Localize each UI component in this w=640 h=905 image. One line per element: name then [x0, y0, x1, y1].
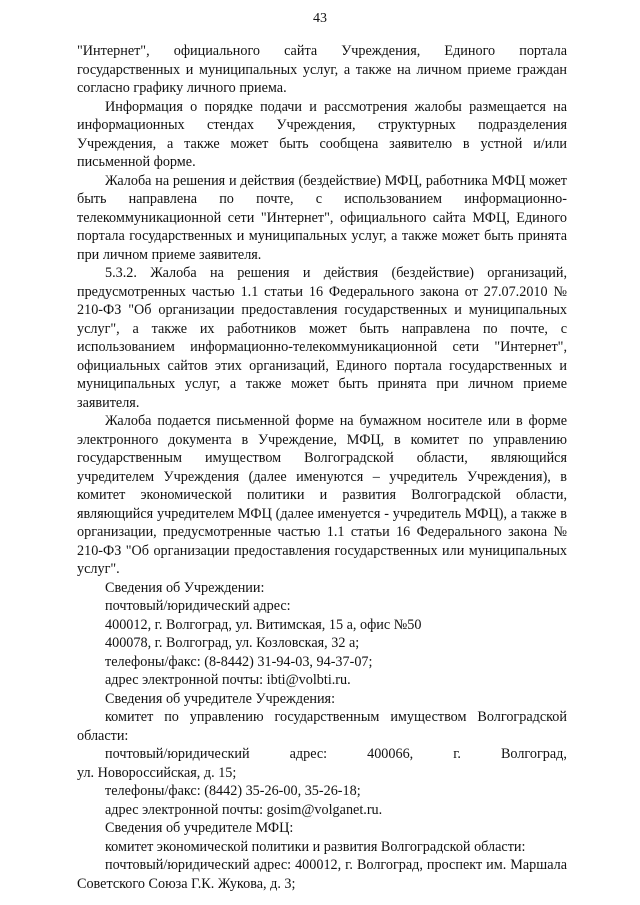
document-body: [77, 42, 567, 893]
institution-heading: Сведения об Учреждении:: [105, 579, 265, 596]
institution-founder-email: адрес электронной почты: gosim@volganet.ru.: [105, 801, 383, 818]
institution-email: адрес электронной почты: ibti@volbti.ru.: [105, 672, 351, 688]
address-part: г.: [453, 746, 461, 762]
address-part: почтовый/юридический: [105, 746, 250, 762]
institution-address-2: 400078, г. Волгоград, ул. Козловская, 32 а;: [105, 635, 360, 651]
paragraph-section-5-3-2: 5.3.2. Жалоба на решения и действия (бездействие) организаций, предусмотренных частью 1.1 статьи 16 Федерального закона от 27.07.2010 № 210-ФЗ "Об организации предоставления государственных и муниципальных услуг", а также их работников может быть направлена по почте, с использованием информационно-телекоммуникационной сети "Интернет", официальных сайтов этих организаций, Единого портала государственных и муниципальных услуг, а также может быть принята при личном приеме заявителя.: [77, 265, 567, 411]
paragraph-info-placement: Информация о порядке подачи и рассмотрения жалобы размещается на информационных стендах Учреждения, структурных подразделения Учреждения, а также может быть сообщена заявителю в устной и/или письменной форме.: [77, 98, 567, 170]
address-part: адрес:: [289, 746, 328, 762]
paragraph-continuation: "Интернет", официального сайта Учреждения, Единого портала государственных и муниципальных услуг, а также на личном приеме граждан согласно графику личного приема.: [77, 43, 567, 96]
address-part: 400066,: [367, 746, 414, 762]
institution-founder-phones: телефоны/факс: (8442) 35-26-00, 35-26-18;: [105, 783, 361, 799]
paragraph-complaint-submission: Жалоба подается письменной форме на бумажном носителе или в форме электронного документа в Учреждение, МФЦ, в комитет по управлению государственным имуществом Волгоградской области, являющийся учредителем Учреждения (далее именуются – учредитель Учреждения), в комитет экономической политики и развития Волгоградской области, являющийся учредителем МФЦ (далее именуется - учредитель МФЦ), а также в организации, предусмотренные частью 1.1 статьи 16 Федерального закона № 210-ФЗ "Об организации предоставления государственных или муниципальных услуг".: [77, 413, 567, 577]
address-part: Волгоград,: [500, 746, 567, 762]
institution-founder-address-row: [77, 745, 567, 764]
mfc-founder-address: почтовый/юридический адрес: 400012, г. Волгоград, проспект им. Маршала Советского Союза Г.К. Жукова, д. 3;: [77, 857, 567, 892]
mfc-founder-name: комитет экономической политики и развития Волгоградской области:: [105, 838, 526, 855]
institution-founder-heading: Сведения об учредителе Учреждения:: [105, 690, 336, 707]
institution-phones: телефоны/факс: (8-8442) 31-94-03, 94-37-07;: [105, 653, 373, 670]
institution-founder-address-cont: ул. Новороссийская, д. 15;: [77, 764, 237, 781]
mfc-founder-heading: Сведения об учредителе МФЦ:: [105, 820, 294, 836]
institution-address-label: почтовый/юридический адрес:: [105, 598, 291, 614]
institution-founder-name: комитет по управлению государственным имуществом Волгоградской области:: [77, 709, 567, 744]
page-number: 43: [313, 11, 327, 26]
institution-address-1: 400012, г. Волгоград, ул. Витимская, 15 а, офис №50: [105, 616, 422, 633]
paragraph-mfc-complaint: Жалоба на решения и действия (бездействие) МФЦ, работника МФЦ может быть направлена по почте, с использованием информационно-телекоммуникационной сети "Интернет", официального сайта МФЦ, Единого портала государственных и муниципальных услуг, а также может быть принята при личном приеме заявителя.: [77, 172, 567, 263]
